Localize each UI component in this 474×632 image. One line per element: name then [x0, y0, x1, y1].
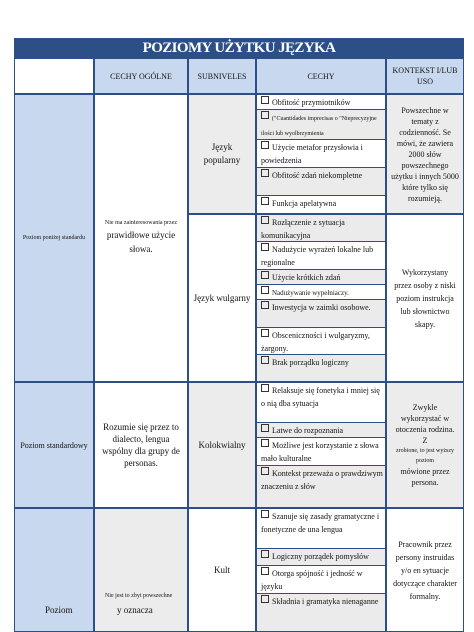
checkbox-icon	[261, 567, 269, 575]
feature-item: Funkcja apelatywna	[257, 196, 385, 213]
level-standard-label: Poziom standardowy	[20, 440, 88, 450]
general-standard-text: Rozumie się przez to dialecto, lengua wspólny dla grupy de personas.	[102, 422, 180, 468]
sublevel-colloquial	[188, 382, 256, 508]
checkbox-icon	[261, 243, 269, 251]
feature-item: Inwestycja w zaimki osobowe.	[257, 300, 385, 328]
sublevel-colloquial-label: Kolokwialny	[198, 440, 246, 450]
checkbox-icon	[261, 510, 269, 518]
feature-item: ("Cuantidades imprecisas o "Nieprecyzyjne ilości lub wyolbrzymienia	[257, 110, 385, 140]
sublevel-cult-label: Kult	[213, 565, 230, 575]
context-colloquial	[386, 382, 464, 508]
feature-item: Relaksuje się fonetyka i mniej się o nią dba sytuacja	[257, 383, 385, 423]
checkbox-icon	[261, 384, 269, 392]
level-upper-label: Poziom	[45, 605, 73, 615]
checkbox-icon	[261, 439, 269, 447]
feature-item: Otorga spójność i jedność w języku	[257, 566, 385, 594]
checkbox-icon	[261, 356, 269, 364]
general-below-standard	[94, 94, 188, 382]
sublevel-popular-label: Język popularny	[203, 142, 241, 165]
feature-item: Szanuje się zasady gramatyczne i fonetyczne de una lengua	[257, 509, 385, 549]
feature-item: Brak porządku logiczny	[257, 355, 385, 381]
feature-item: Składnia i gramatyka nienaganne	[257, 594, 385, 631]
context-colloquial-text-a: Zwykle wykorzystać w otoczenia rodzina. Z	[395, 403, 455, 445]
context-colloquial-text-b: mówione przez persona.	[400, 467, 450, 487]
level-below-standard-label: Poziom poniżej standardu	[22, 235, 86, 241]
general-below-standard-text: prawidłowe użycie słowa.	[106, 230, 176, 254]
header-context: KONTEKST I/LUB USO	[386, 58, 464, 94]
sublevel-vulgar-label: Język wulgarny	[193, 293, 251, 303]
context-colloquial-note: zrobione, to jest wyższy poziom	[396, 448, 454, 464]
header-level	[14, 58, 94, 94]
feature-item: Logiczny porządek pomysłów	[257, 549, 385, 566]
table-title: POZIOMY UŻYTKU JĘZYKA	[14, 38, 464, 58]
context-vulgar	[386, 214, 464, 382]
checkbox-icon	[261, 286, 269, 294]
checkbox-icon	[261, 301, 269, 309]
feature-item: Nadużywanie wypełniaczy.	[257, 285, 385, 300]
feature-item: Obfitość zdań niekompletne	[257, 168, 385, 196]
checkbox-icon	[261, 111, 269, 119]
checkbox-icon	[261, 271, 269, 279]
level-upper	[14, 508, 94, 632]
level-standard	[14, 382, 94, 508]
general-standard	[94, 382, 188, 508]
checkbox-icon	[261, 467, 269, 475]
feature-item: Kontekst przeważa o prawdziwym znaczeniu z słów	[257, 466, 385, 507]
feature-item: Użycie metafor przysłowia i powiedzenia	[257, 140, 385, 168]
feature-item: Użycie krótkich zdań	[257, 270, 385, 285]
context-cult	[386, 508, 464, 632]
general-below-standard-note: Nie ma zainteresowania przez	[104, 220, 178, 226]
header-sublevels: SUBNIVELES	[188, 58, 256, 94]
feature-item: Możliwe jest korzystanie z słowa mało kulturalne	[257, 438, 385, 466]
header-features: CECHY	[256, 58, 386, 94]
sublevel-vulgar	[188, 214, 256, 382]
checkbox-icon	[261, 595, 269, 603]
checkbox-icon	[261, 141, 269, 149]
checkbox-icon	[261, 169, 269, 177]
feature-item: Rozłączenie z sytuacja komunikacyjna	[257, 215, 385, 242]
checkbox-icon	[261, 550, 269, 558]
checkbox-icon	[261, 329, 269, 337]
checkbox-icon	[261, 424, 269, 432]
checkbox-icon	[261, 197, 269, 205]
context-popular	[386, 94, 464, 214]
checkbox-icon	[261, 96, 269, 104]
checkbox-icon	[261, 216, 269, 224]
feature-item: Obsceniczności i wulgaryzmy, żargony.	[257, 328, 385, 355]
context-cult-text: Pracownik przez persony instruidas y/o en sytuacje dotyczące charakter formalny.	[393, 539, 457, 601]
feature-item: Nadużycie wyrażeń lokalne lub regionalne	[257, 242, 385, 270]
general-upper-note: Nie jest to zbyt powszechne	[105, 593, 173, 599]
header-general-features: CECHY OGÓLNE	[94, 58, 188, 94]
sublevel-cult	[188, 508, 256, 632]
general-upper-text: y oznacza	[117, 605, 153, 615]
sublevel-popular	[188, 94, 256, 214]
feature-item: Obfitość przymiotników	[257, 95, 385, 110]
context-popular-text: Powszechne w tematy z codzienność. Se mówi, że zawiera 2000 słów powszechnego użytku i innych 5000 które tylko się rozumieją.	[391, 105, 459, 203]
level-below-standard	[14, 94, 94, 382]
general-upper	[94, 508, 188, 632]
feature-item: Latwe do rozpoznania	[257, 423, 385, 438]
context-vulgar-text: Wykorzystany przez osoby z niski poziom instrukcja lub słownictwo skapy.	[394, 267, 456, 329]
